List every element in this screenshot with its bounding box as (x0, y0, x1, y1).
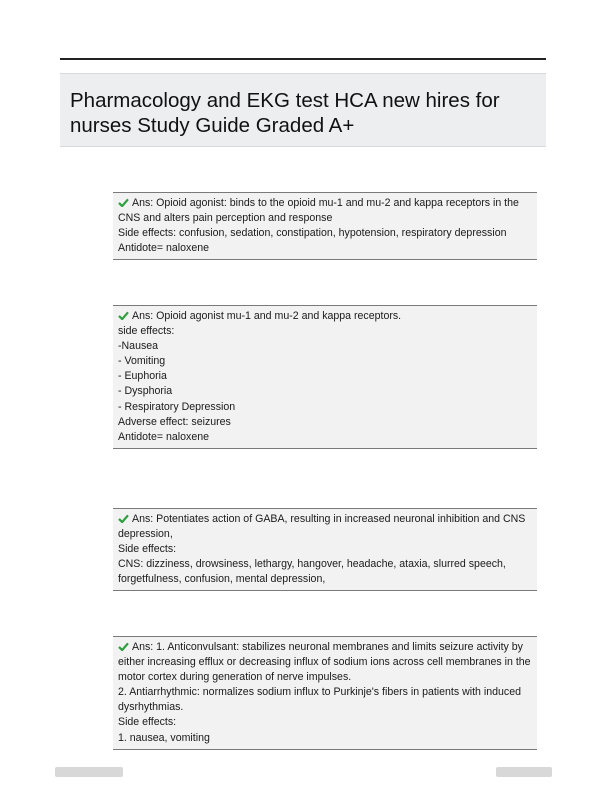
text-line: Adverse effect: seizures (118, 415, 231, 428)
answer-line (118, 309, 532, 324)
text-line: - Euphoria (118, 370, 167, 383)
answer-text: Ans: Opioid agonist mu-1 and mu-2 and kappa receptors. (132, 310, 402, 322)
answer-text: Ans: Potentiates action of GABA, resulting in increased neuronal inhibition and CNS depression, (118, 513, 529, 541)
checkmark-icon (118, 514, 129, 523)
text-line: CNS: dizziness, drowsiness, lethargy, hangover, headache, ataxia, slurred speech, forgetfulness, confusion, mental depression, (118, 558, 509, 586)
answer-text: Ans: Opioid agonist: binds to the opioid mu-1 and mu-2 and kappa receptors in the CNS and alters pain perception and response (118, 197, 522, 225)
answer-card-3 (113, 508, 537, 591)
footer-left-redacted (55, 767, 123, 777)
text-line: 2. Antiarrhythmic: normalizes sodium influx to Purkinje's fibers in patients with induced dysrhythmias. (118, 686, 524, 714)
answer-card-2 (113, 305, 537, 449)
side-effects-line: Side effects: confusion, sedation, constipation, hypotension, respiratory depression (118, 227, 507, 240)
text-line: - Dysphoria (118, 385, 173, 398)
answer-text: Ans: 1. Anticonvulsant: stabilizes neuronal membranes and limits seizure activity by either increasing efflux or decreasing influx of sodium ions across cell membranes in the motor cortex during generation of nerve impulses. (118, 641, 534, 684)
answer-card-1 (113, 192, 537, 260)
page-title: Pharmacology and EKG test HCA new hires for nurses Study Guide Graded A+ (70, 89, 500, 137)
text-line: - Respiratory Depression (118, 400, 236, 413)
checkmark-icon (118, 198, 129, 207)
text-line: Side effects: (118, 716, 177, 729)
checkmark-icon (118, 642, 129, 651)
answer-line (118, 640, 532, 685)
antidote-line: Antidote= naloxene (118, 242, 210, 255)
answer-card-4 (113, 636, 537, 750)
checkmark-icon (118, 311, 129, 320)
text-line: 1. nausea, vomiting (118, 731, 210, 744)
footer-right-redacted (496, 767, 552, 777)
answer-line (118, 196, 532, 226)
text-line: - Vomiting (118, 355, 166, 368)
antidote-line: Antidote= naloxene (118, 430, 210, 443)
text-line: side effects: (118, 325, 175, 338)
text-line: Side effects: (118, 543, 177, 556)
text-line: -Nausea (118, 340, 159, 353)
top-divider (60, 58, 546, 60)
answer-line (118, 512, 532, 542)
title-banner (60, 73, 546, 147)
